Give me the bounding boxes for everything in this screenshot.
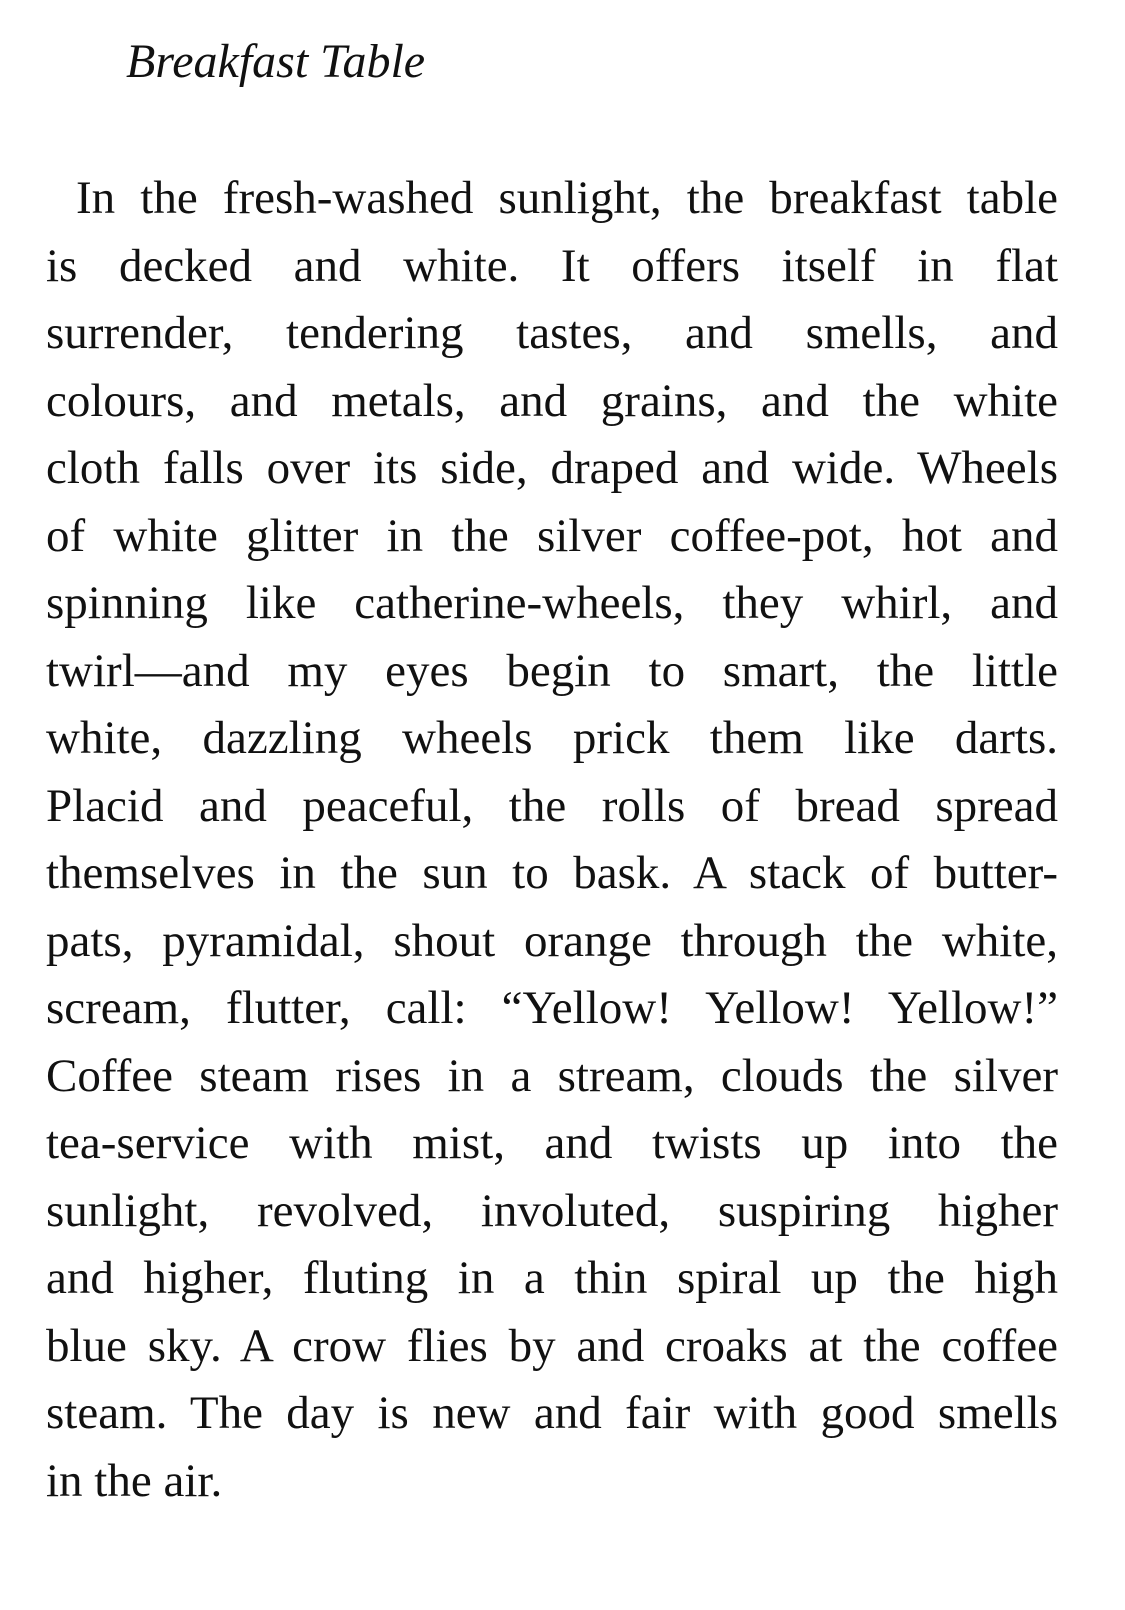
text-line: in the air. [46, 1454, 223, 1507]
text-line: sunlight, revolved, involuted, suspiring higher [46, 1184, 1058, 1237]
text-line: Coffee steam rises in a stream, clouds the silver [46, 1049, 1058, 1102]
text-line: tea-service with mist, and twists up into the [46, 1117, 1058, 1169]
text-line: is decked and white. It offers itself in flat [46, 239, 1058, 292]
text-line: Placid and peaceful, the rolls of bread spread [46, 779, 1058, 832]
text-line: cloth falls over its side, draped and wide. Wheels [46, 442, 1058, 494]
text-line: and higher, fluting in a thin spiral up the high [46, 1252, 1058, 1304]
text-line: In the fresh-washed sunlight, the breakfast table [76, 172, 1058, 224]
text-line: steam. The day is new and fair with good smells [46, 1387, 1058, 1439]
poem-body [46, 165, 1058, 1515]
poem-title: Breakfast Table [126, 35, 426, 88]
text-line: pats, pyramidal, shout orange through the white, [46, 914, 1058, 967]
text-line: themselves in the sun to bask. A stack of butter- [46, 847, 1058, 899]
text-line: colours, and metals, and grains, and the white [46, 374, 1058, 427]
text-line: scream, flutter, call: “Yellow! Yellow! Yellow!” [46, 982, 1058, 1034]
text-line: spinning like catherine-wheels, they whirl, and [46, 577, 1058, 629]
text-line: twirl—and my eyes begin to smart, the little [46, 644, 1058, 697]
text-line: of white glitter in the silver coffee-pot, hot and [46, 509, 1058, 562]
text-line: blue sky. A crow flies by and croaks at the coffee [46, 1319, 1058, 1372]
text-line: white, dazzling wheels prick them like darts. [46, 712, 1058, 764]
text-line: surrender, tendering tastes, and smells, and [46, 307, 1058, 359]
